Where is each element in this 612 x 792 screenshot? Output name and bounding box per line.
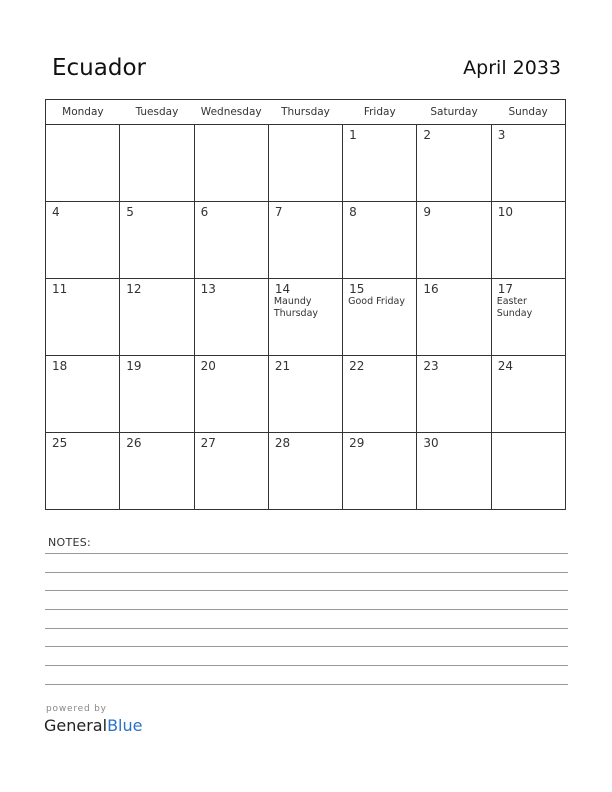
calendar-grid [45,99,566,510]
weekday-header: Thursday [268,100,342,125]
weekday-header: Monday [46,100,120,125]
holiday-label: Easter Sunday [496,296,533,319]
day-cell [491,125,565,202]
note-line [45,609,568,610]
day-cell [417,356,491,433]
day-number: 19 [126,359,142,373]
week-row [46,125,566,202]
day-number: 17 [497,282,513,296]
day-number: 29 [349,436,365,450]
holiday-label: Good Friday [348,296,405,307]
day-cell [268,433,342,510]
day-cell [268,202,342,279]
day-number: 13 [200,282,216,296]
day-cell [46,279,120,356]
week-row [46,433,566,510]
day-cell [194,433,268,510]
brand-blue-text: Blue [107,716,143,735]
brand-general-text: General [44,716,108,735]
powered-by-text: powered by [46,704,107,714]
day-cell [417,433,491,510]
day-cell [120,279,194,356]
week-row [46,202,566,279]
note-line [45,590,568,591]
day-number: 20 [200,359,216,373]
day-number: 14 [274,282,291,296]
day-cell [268,356,342,433]
day-cell [268,125,342,202]
day-cell [491,279,565,356]
day-number: 30 [423,436,439,450]
month-title: April 2033 [463,57,561,79]
day-number: 18 [52,359,68,373]
day-cell [194,279,268,356]
day-number: 3 [497,128,506,142]
day-number: 4 [52,205,60,219]
day-number: 11 [52,282,68,296]
day-number: 25 [52,436,68,450]
day-cell [343,202,417,279]
day-number: 7 [274,205,283,219]
day-cell [194,125,268,202]
day-number: 5 [126,205,134,219]
day-cell [194,356,268,433]
day-number: 1 [349,128,357,142]
day-cell [343,125,417,202]
day-number: 27 [200,436,216,450]
day-cell [417,125,491,202]
day-number: 6 [200,205,209,219]
note-line [45,684,568,685]
day-number: 12 [126,282,142,296]
note-line [45,665,568,666]
weekday-header: Tuesday [120,100,194,125]
notes-label: NOTES: [48,536,92,549]
day-cell [46,433,120,510]
day-cell [194,202,268,279]
weekday-header: Saturday [417,100,491,125]
day-number: 10 [497,205,513,219]
note-line [45,553,568,554]
day-cell [417,279,491,356]
note-line [45,628,568,629]
day-cell [120,202,194,279]
day-cell [120,356,194,433]
day-number: 9 [423,205,432,219]
day-cell [417,202,491,279]
day-number: 8 [349,205,357,219]
day-cell [120,433,194,510]
day-number: 16 [423,282,439,296]
day-number: 23 [423,359,439,373]
weekday-header: Friday [343,100,417,125]
day-number: 26 [126,436,142,450]
day-number: 2 [423,128,432,142]
day-cell [343,356,417,433]
day-cell [46,356,120,433]
day-cell [343,279,417,356]
country-title: Ecuador [52,55,146,81]
day-cell [46,125,120,202]
week-row [46,279,566,356]
day-number: 28 [274,436,291,450]
day-cell [268,279,342,356]
day-cell [46,202,120,279]
day-number: 24 [497,359,513,373]
day-cell [491,433,565,510]
holiday-label: Maundy Thursday [273,296,319,319]
generalblue-logo[interactable] [44,716,142,735]
day-cell [343,433,417,510]
weekday-header: Wednesday [194,100,268,125]
note-line [45,572,568,573]
note-line [45,646,568,647]
day-cell [491,356,565,433]
week-row [46,356,566,433]
weekday-header-row [46,100,566,125]
day-cell [491,202,565,279]
day-number: 15 [349,282,365,296]
day-number: 21 [274,359,291,373]
weekday-header: Sunday [491,100,565,125]
day-cell [120,125,194,202]
day-number: 22 [349,359,365,373]
